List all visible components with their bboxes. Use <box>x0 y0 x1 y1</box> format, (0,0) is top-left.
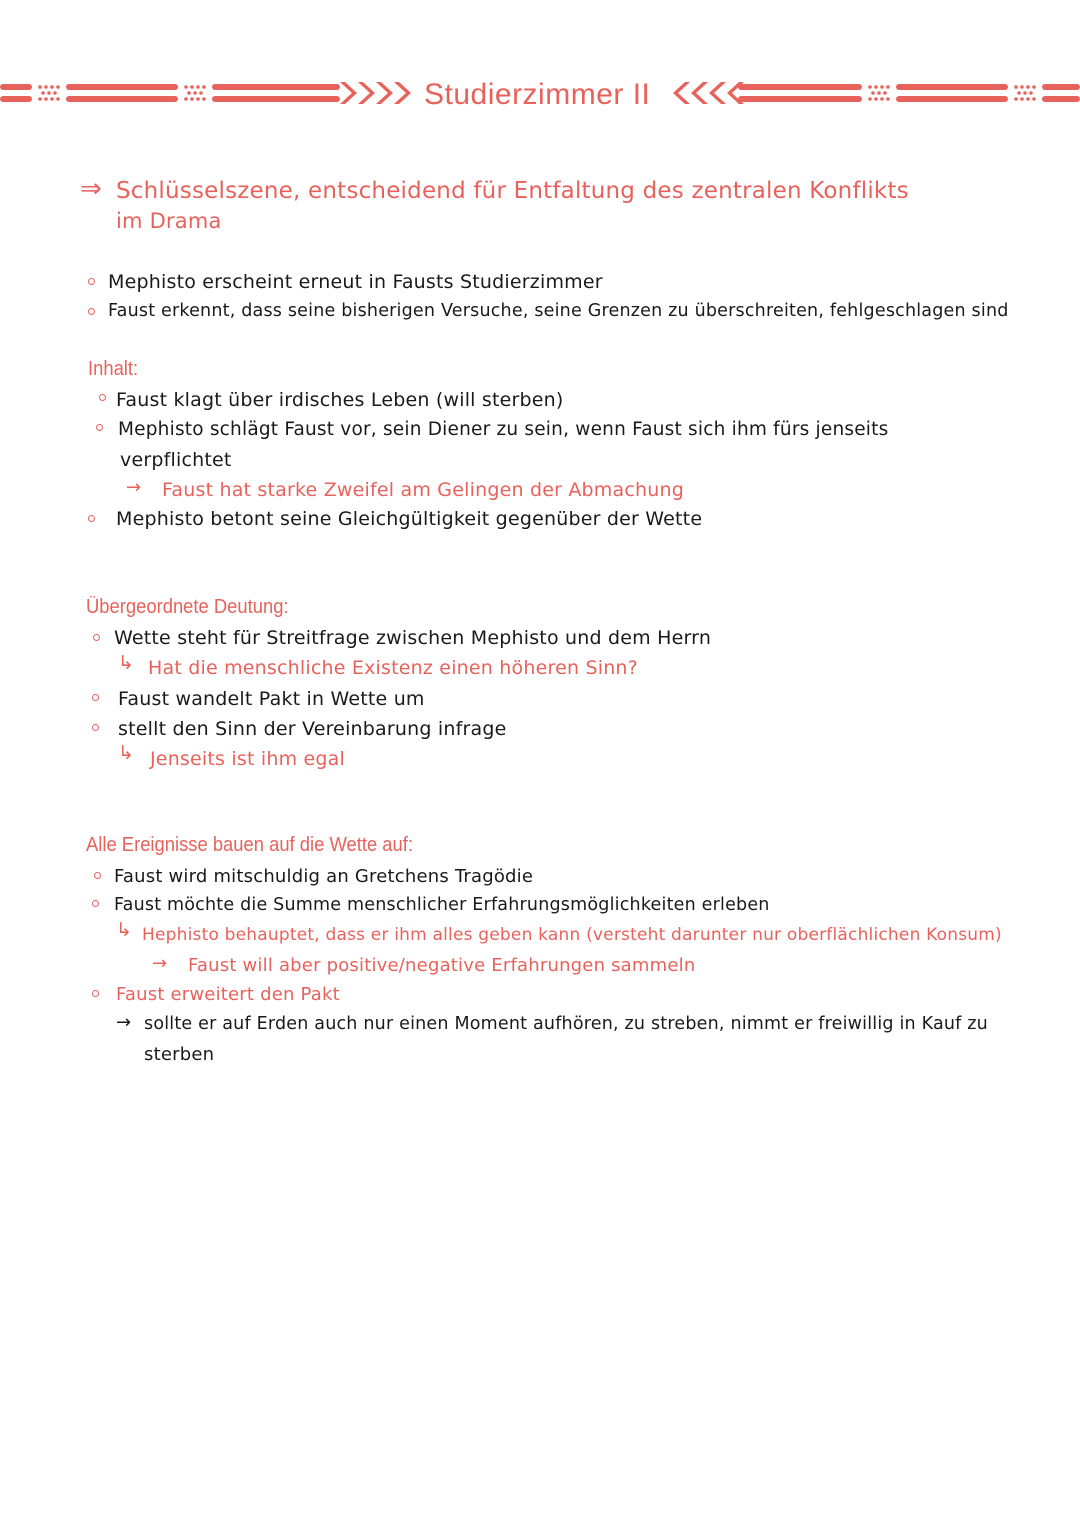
ereignisse-bullet-2: Faust möchte die Summe menschlicher Erfahrungsmöglichkeiten erleben <box>114 895 770 915</box>
bullet-top-1: Mephisto erscheint erneut in Fausts Studierzimmer <box>108 271 603 293</box>
section-heading-inhalt: Inhalt: <box>88 358 139 380</box>
intro-line-1: Schlüsselszene, entscheidend für Entfaltung des zentralen Konflikts <box>116 178 909 204</box>
bullet-dot-icon <box>99 394 106 401</box>
bullet-dot-icon <box>88 308 95 315</box>
arrow-right-icon: → <box>116 1012 132 1033</box>
ereignisse-bullet-3-sub-line-2: sterben <box>144 1044 215 1065</box>
arrow-right-icon: ⇒ <box>80 174 102 204</box>
inhalt-bullet-2-line-2: verpflichtet <box>120 449 232 471</box>
inhalt-bullet-3: Mephisto betont seine Gleichgültigkeit gegenüber der Wette <box>116 508 703 530</box>
return-arrow-icon: ↳ <box>116 919 132 941</box>
arrow-right-icon: → <box>126 477 142 498</box>
deutung-bullet-3-sub: Jenseits ist ihm egal <box>150 748 345 770</box>
bullet-dot-icon <box>92 694 99 701</box>
page-title: Studierzimmer II <box>424 78 651 111</box>
ereignisse-bullet-2-sub-1: Hephisto behauptet, dass er ihm alles geben kann (versteht darunter nur oberflächlichen Konsum) <box>142 925 1002 945</box>
left-banner-stripes <box>0 82 411 104</box>
section-heading-deutung: Übergeordnete Deutung: <box>86 596 289 618</box>
inhalt-bullet-1: Faust klagt über irdisches Leben (will sterben) <box>116 389 564 411</box>
deutung-bullet-3: stellt den Sinn der Vereinbarung infrage <box>118 718 507 740</box>
bullet-dot-icon <box>93 634 100 641</box>
intro-line-2: im Drama <box>116 209 222 233</box>
bullet-dot-icon <box>92 900 99 907</box>
bullet-dot-icon <box>88 515 95 522</box>
arrow-right-icon: → <box>152 953 168 974</box>
ereignisse-bullet-3-sub-line-1: sollte er auf Erden auch nur einen Moment aufhören, zu streben, nimmt er freiwillig in Kauf zu <box>144 1014 988 1034</box>
right-banner-stripes <box>673 82 1080 104</box>
bullet-dot-icon <box>92 724 99 731</box>
bullet-top-2: Faust erkennt, dass seine bisherigen Versuche, seine Grenzen zu überschreiten, fehlgeschlagen sind <box>108 301 1009 321</box>
bullet-dot-icon <box>94 872 101 879</box>
bullet-dot-icon <box>96 424 103 431</box>
ereignisse-bullet-2-sub-2: Faust will aber positive/negative Erfahrungen sammeln <box>188 955 696 976</box>
return-arrow-icon: ↳ <box>118 742 134 764</box>
deutung-bullet-2: Faust wandelt Pakt in Wette um <box>118 688 425 710</box>
deutung-bullet-1-sub: Hat die menschliche Existenz einen höheren Sinn? <box>148 657 638 679</box>
ereignisse-bullet-3: Faust erweitert den Pakt <box>116 984 340 1005</box>
bullet-dot-icon <box>88 278 95 285</box>
inhalt-bullet-2-sub: Faust hat starke Zweifel am Gelingen der Abmachung <box>162 479 684 501</box>
return-arrow-icon: ↳ <box>118 652 134 674</box>
ereignisse-bullet-1: Faust wird mitschuldig an Gretchens Tragödie <box>114 866 534 887</box>
deutung-bullet-1: Wette steht für Streitfrage zwischen Mephisto und dem Herrn <box>114 627 712 649</box>
bullet-dot-icon <box>92 990 99 997</box>
section-heading-ereignisse: Alle Ereignisse bauen auf die Wette auf: <box>86 834 413 856</box>
inhalt-bullet-2-line-1: Mephisto schlägt Faust vor, sein Diener zu sein, wenn Faust sich ihm fürs jenseits <box>118 419 889 440</box>
